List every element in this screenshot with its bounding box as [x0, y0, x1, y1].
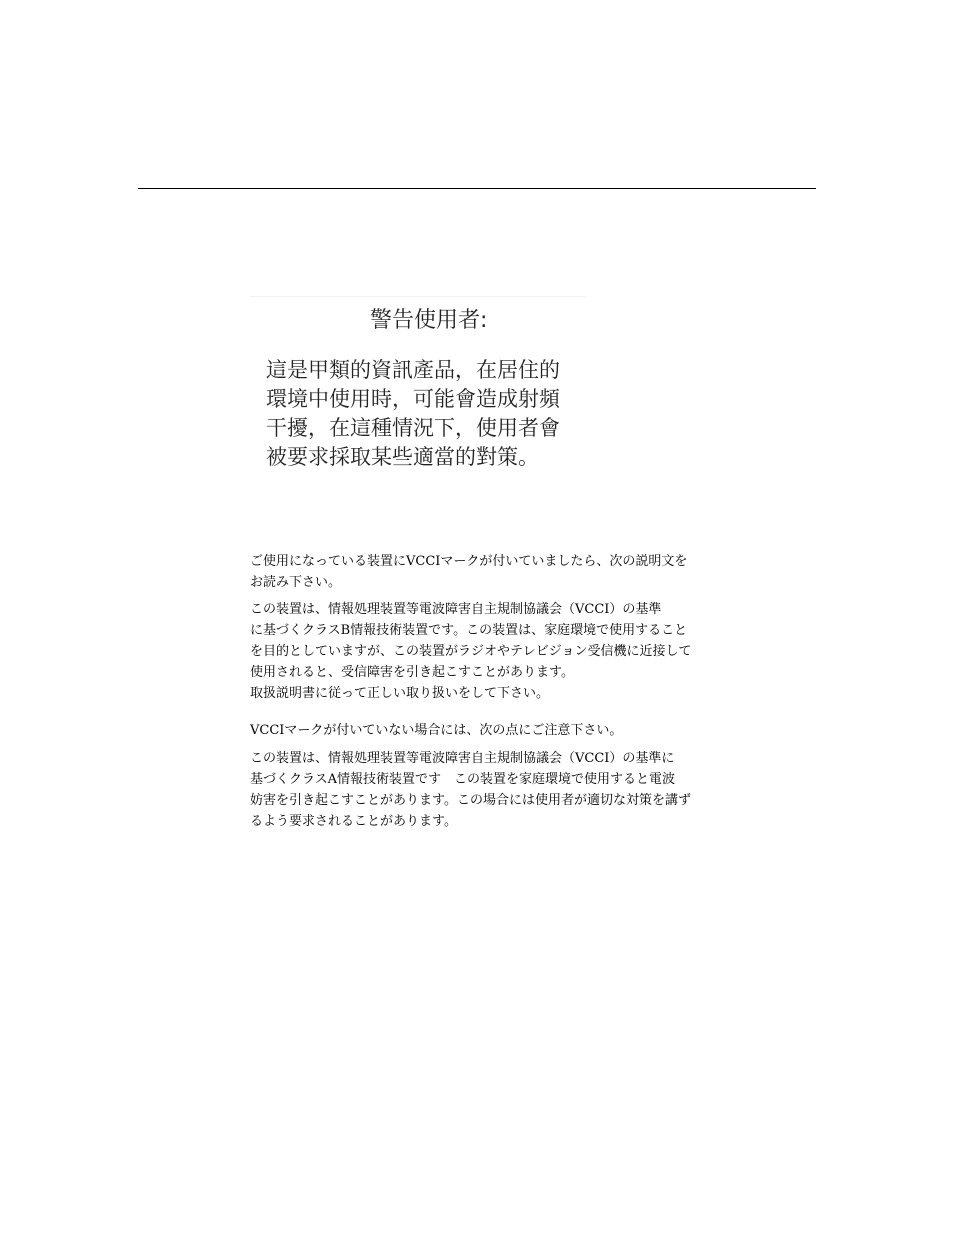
taiwan-notice-body	[266, 356, 586, 472]
vcci-no-mark-paragraph	[250, 720, 750, 741]
vcci-class-b-line: 取扱説明書に従って正しい取り扱いをして下さい。	[250, 686, 550, 701]
vcci-class-a-paragraph	[250, 748, 750, 832]
vcci-class-b-paragraph	[250, 599, 750, 704]
taiwan-notice-line: 被要求採取某些適當的對策。	[266, 445, 539, 469]
taiwan-notice-line: 環境中使用時，可能會造成射頻	[266, 387, 560, 411]
vcci-class-b-line: に基づくクラスB情報技術装置です。この装置は、家庭環境で使用すること	[250, 623, 688, 638]
taiwan-notice-title: 警告使用者:	[370, 308, 488, 333]
vcci-intro-line: お読み下さい。	[250, 575, 342, 590]
taiwan-notice-line: 這是甲類的資訊產品，在居住的	[266, 358, 560, 382]
vcci-class-b-line: 使用されると、受信障害を引き起こすことがあります。	[250, 665, 574, 680]
vcci-no-mark-line: VCCIマークが付いていない場合には、次の点にご注意下さい。	[250, 723, 623, 738]
taiwan-notice-line: 干擾，在這種情況下，使用者會	[266, 416, 560, 440]
vcci-intro-paragraph	[250, 551, 750, 593]
taiwan-class-a-notice	[250, 296, 590, 469]
vcci-class-a-line: 基づくクラスA情報技術装置です この装置を家庭環境で使用すると電波	[250, 772, 675, 787]
vcci-intro-line: ご使用になっている装置にVCCIマークが付いていましたら、次の説明文を	[250, 554, 688, 569]
vcci-class-a-line: るよう要求されることがあります。	[250, 814, 457, 829]
vcci-class-b-line: を目的としていますが、この装置がラジオやテレビジョン受信機に近接して	[250, 644, 692, 659]
vcci-class-b-line: この装置は、情報処理装置等電波障害自主規制協議会（VCCI）の基準	[250, 602, 662, 617]
header-rule	[138, 188, 816, 189]
vcci-class-a-line: この装置は、情報処理装置等電波障害自主規制協議会（VCCI）の基準に	[250, 751, 675, 766]
vcci-class-a-line: 妨害を引き起こすことがあります。この場合には使用者が適切な対策を講ず	[250, 793, 691, 808]
notice-scan-edge	[250, 296, 586, 297]
